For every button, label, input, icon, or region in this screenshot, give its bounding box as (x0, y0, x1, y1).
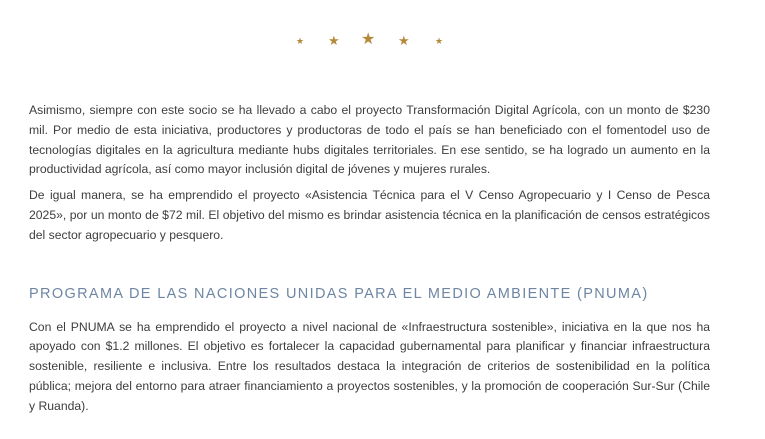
star-divider (0, 33, 765, 51)
star-icon: ★ (435, 36, 444, 46)
star-icon: ★ (398, 33, 410, 48)
star-icon: ★ (328, 33, 340, 48)
article-body (29, 101, 710, 417)
paragraph-sustainable-infrastructure: Con el PNUMA se ha emprendido el proyecto a nivel nacional de «Infraestructura sostenible», iniciativa en la que nos ha apoyado con $1.2 millones. El objetivo es fortalecer la capacidad gubernamental para planificar y financiar infraestructura sostenible, resiliente e inclusiva. Entre los resultados destaca la integración de criterios de sostenibilidad en la política pública; mejora del entorno para atraer financiamiento a proyectos sostenibles, y la promoción de cooperación Sur-Sur (Chile y Ruanda). (29, 319, 710, 413)
section-heading-pnuma: PROGRAMA DE LAS NACIONES UNIDAS PARA EL MEDIO AMBIENTE (PNUMA) (29, 285, 649, 302)
star-icon: ★ (361, 31, 376, 48)
paragraph-digital-agriculture: Asimismo, siempre con este socio se ha llevado a cabo el proyecto Transformación Digital Agrícola, con un monto de $230 mil. Por medio de esta iniciativa, productores y productoras de todo el país se han beneficiado con el fomentodel uso de tecnologías digitales en la agricultura mediante hubs digitales territoriales. En ese sentido, se ha logrado un aumento en la productividad agrícola, así como mayor inclusión digital de jóvenes y mujeres rurales. (29, 103, 710, 177)
paragraph-census-assistance: De igual manera, se ha emprendido el proyecto «Asistencia Técnica para el V Censo Agropecuario y I Censo de Pesca 2025», por un monto de $72 mil. El objetivo del mismo es brindar asistencia técnica en la planificación de censos estratégicos del sector agropecuario y pesquero. (29, 188, 710, 242)
star-icon: ★ (296, 36, 305, 46)
